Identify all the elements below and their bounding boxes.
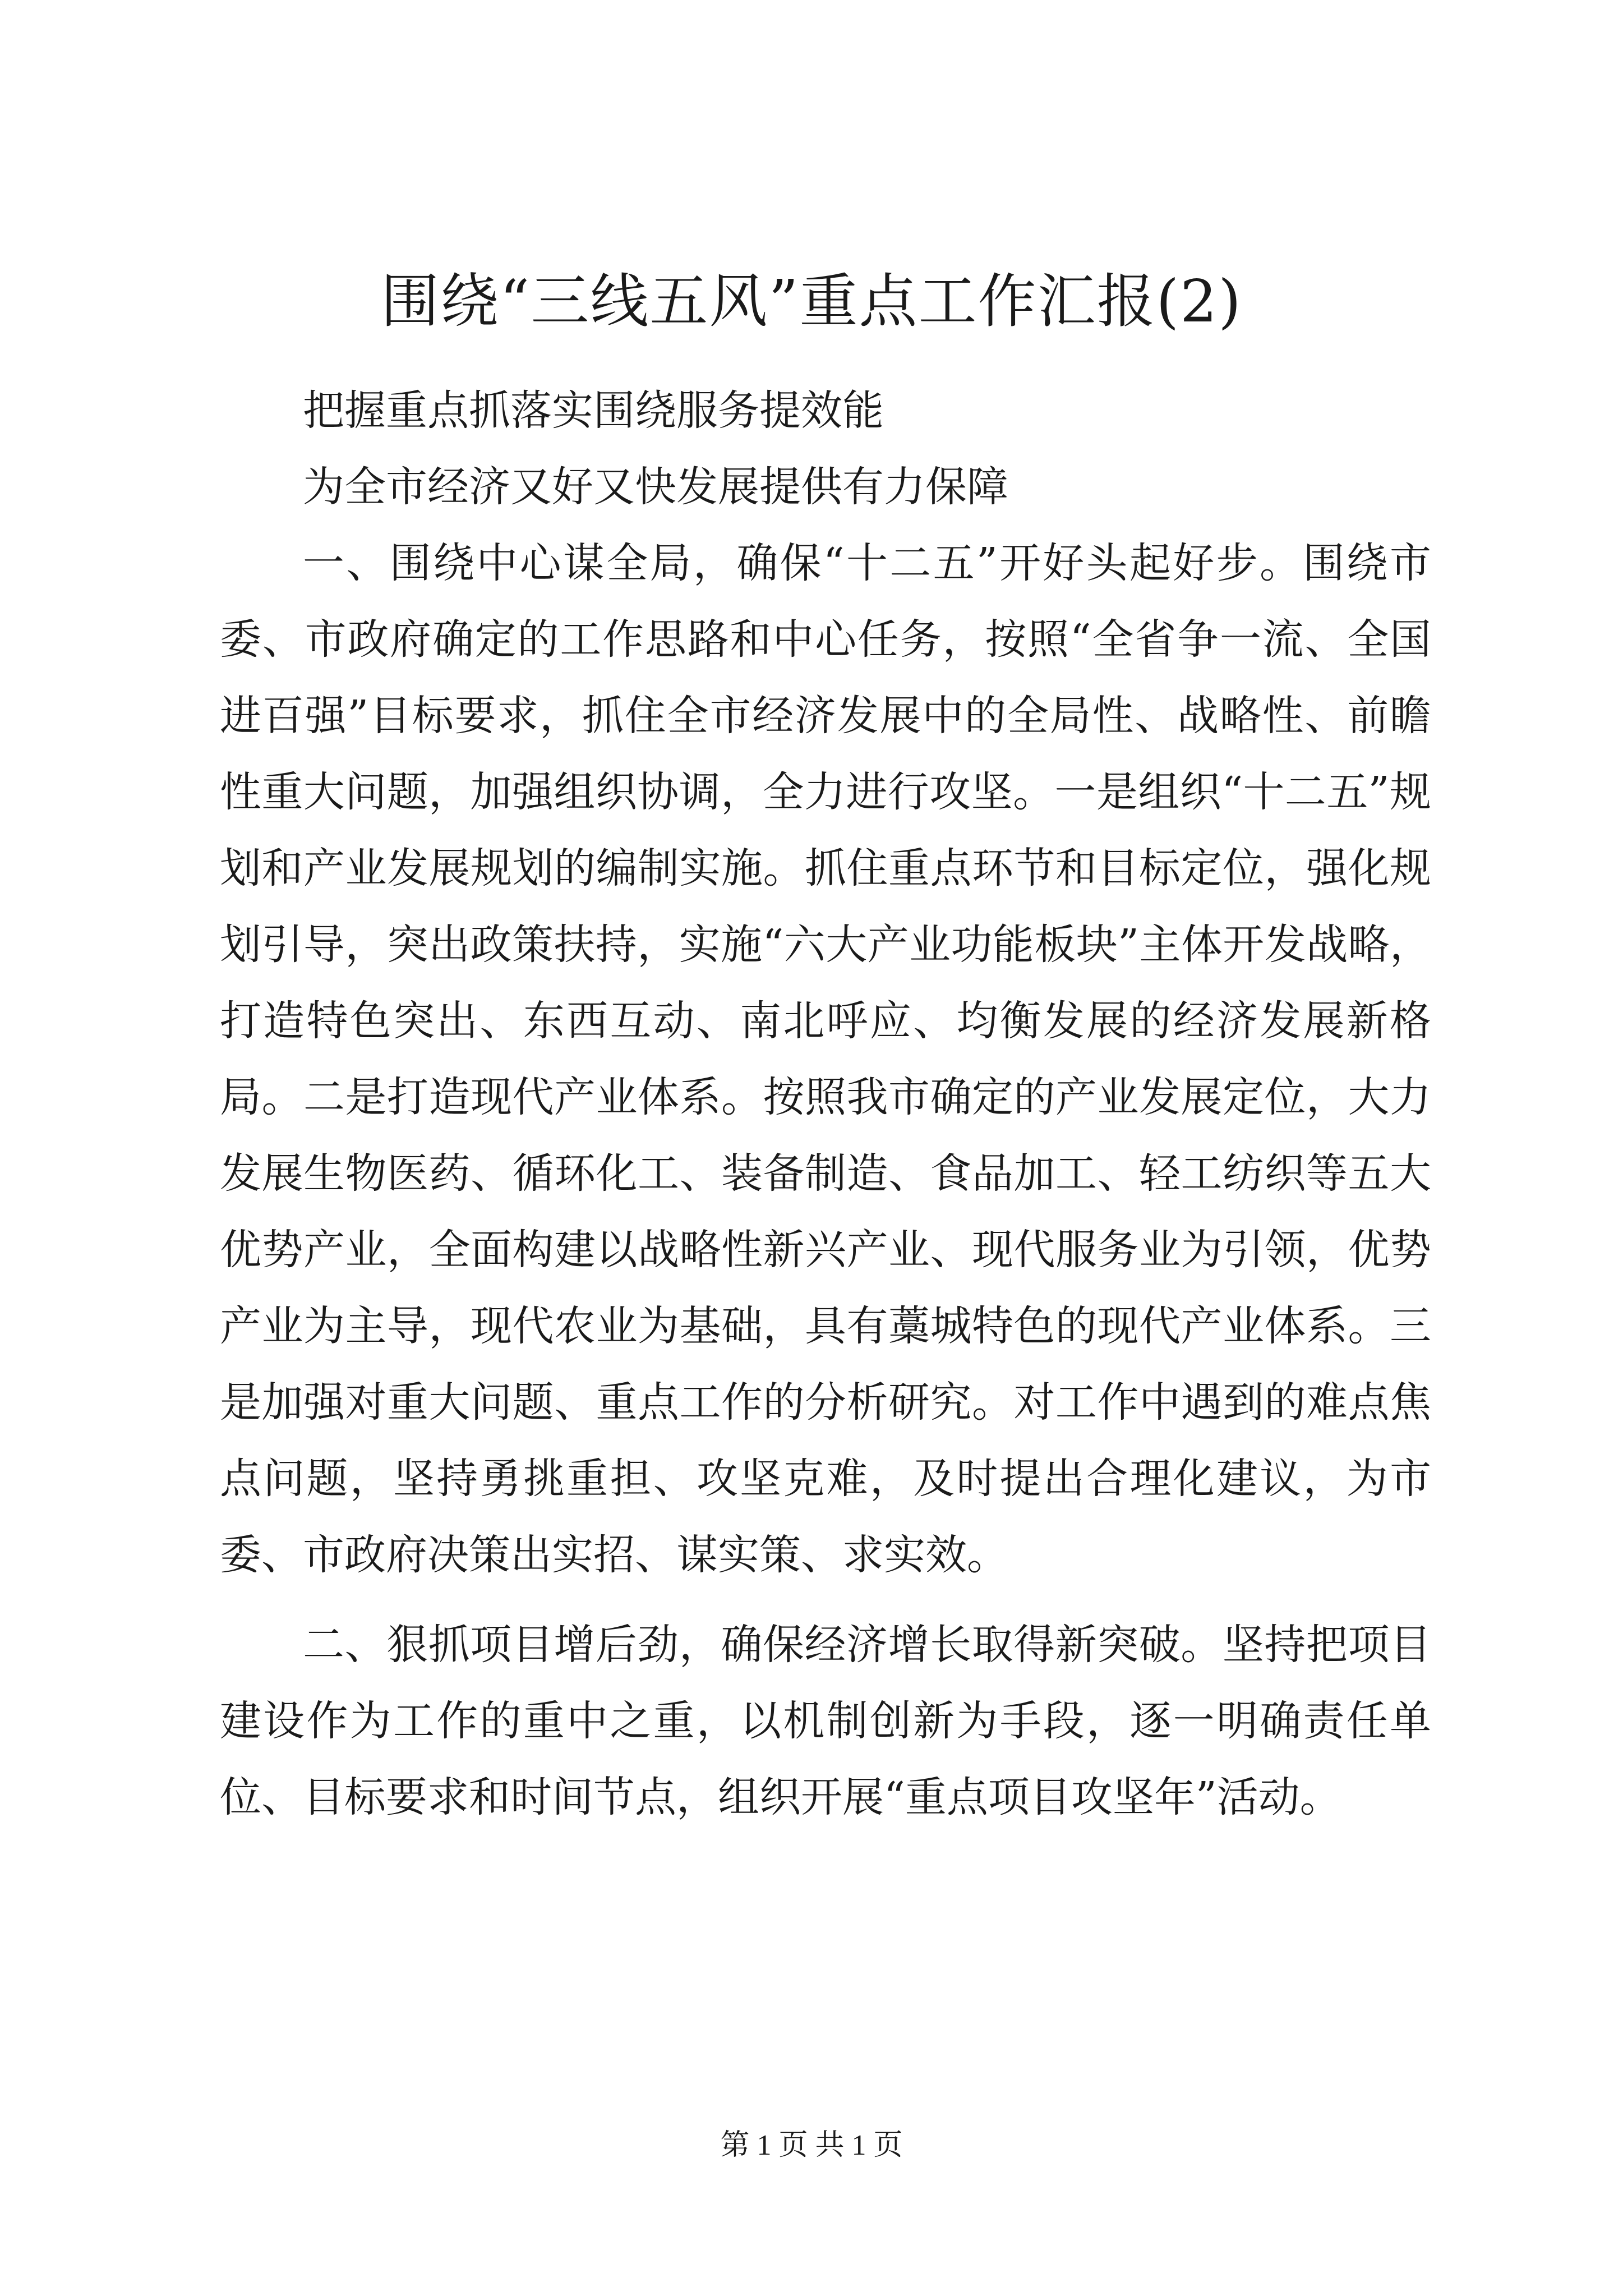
page-footer: 第 1 页 共 1 页 bbox=[720, 2129, 903, 2161]
subtitle-line-1: 把握重点抓落实围绕服务提效能 bbox=[303, 386, 884, 435]
body-paragraph-1: 一、围绕中心谋全局，确保“十二五”开好头起好步。围绕市委、市政府确定的工作思路和中心任务，按照“全省争一流、全国进百强”目标要求，抓住全市经济发展中的全局性、战略性、前瞻性重大问题，加强组织协调，全力进行攻坚。一是组织“十二五”规划和产业发展规划的编制实施。抓住重点环节和目标定位，强化规划引导，突出政策扶持，实施“六大产业功能板块”主体开发战略，打造特色突出、东西互动、南北呼应、均衡发展的经济发展新格局。二是打造现代产业体系。按照我市确定的产业发展定位，大力发展生物医药、循环化工、装备制造、食品加工、轻工纺织等五大优势产业，全面构建以战略性新兴产业、现代服务业为引领，优势产业为主导，现代农业为基础，具有藁城特色的现代产业体系。三是加强对重大问题、重点工作的分析研究。对工作中遇到的难点焦点问题，坚持勇挑重担、攻坚克难，及时提出合理化建议，为市委、市政府决策出实招、谋实策、求实效。 bbox=[220, 539, 1431, 1579]
body-paragraph-2: 二、狠抓项目增后劲，确保经济增长取得新突破。坚持把项目建设作为工作的重中之重，以机制创新为手段，逐一明确责任单位、目标要求和时间节点，组织开展“重点项目攻坚年”活动。 bbox=[220, 1621, 1431, 1821]
subtitle-line-2: 为全市经济又好又快发展提供有力保障 bbox=[303, 463, 1008, 511]
document-body bbox=[220, 372, 1431, 1835]
document-title: 围绕“三线五风”重点工作汇报(2) bbox=[381, 267, 1242, 335]
